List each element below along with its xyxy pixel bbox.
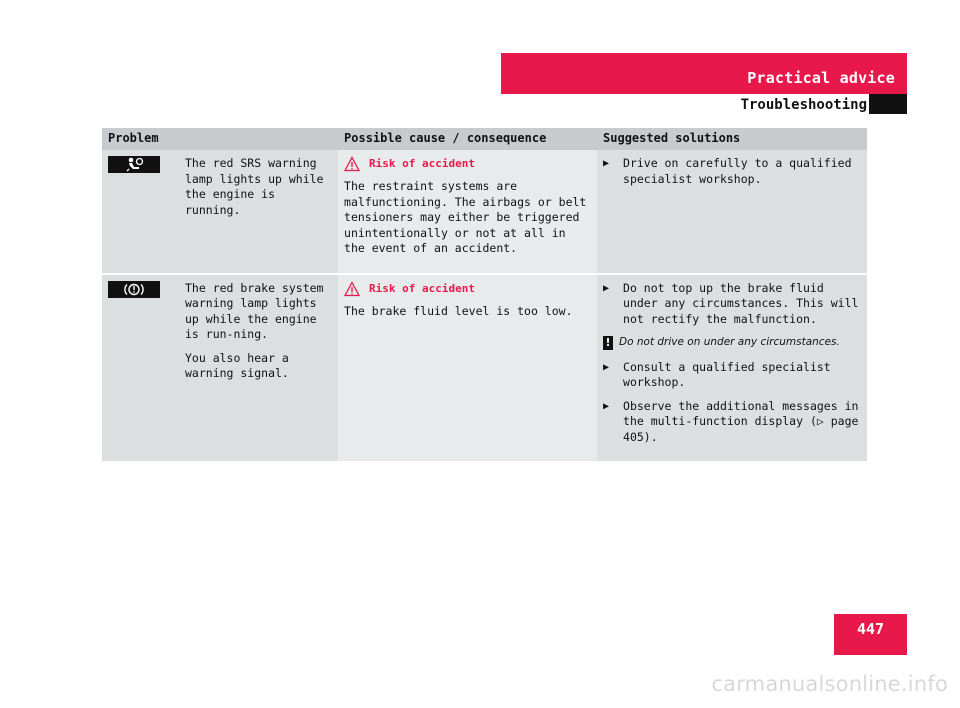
cause-text: The restraint systems are malfunctioning. The airbags or belt tensioners may either be triggered unintentionally or not at all in the event of an accident. bbox=[344, 179, 587, 255]
solution-text: Consult a qualified specialist workshop. bbox=[623, 359, 831, 389]
cause-text: The brake fluid level is too low. bbox=[344, 303, 573, 318]
step-arrow-icon: ▶ bbox=[603, 361, 610, 373]
problem-cell bbox=[179, 150, 338, 274]
subsection-marker bbox=[869, 94, 907, 114]
step-arrow-icon: ▶ bbox=[603, 282, 610, 294]
solution-step bbox=[603, 281, 861, 328]
table-header-row bbox=[102, 128, 867, 150]
warning-line bbox=[344, 156, 591, 172]
column-header-solutions: Suggested solutions bbox=[597, 128, 867, 150]
caution-note-text: Do not drive on under any circumstances. bbox=[619, 336, 840, 348]
section-header-band bbox=[501, 53, 907, 94]
column-header-problem: Problem bbox=[102, 128, 338, 150]
warning-label: Risk of accident bbox=[369, 281, 475, 295]
troubleshooting-table bbox=[102, 128, 867, 461]
solution-step bbox=[603, 360, 861, 391]
warning-triangle-icon bbox=[344, 156, 360, 172]
table-row bbox=[102, 274, 867, 462]
table-row bbox=[102, 150, 867, 274]
problem-icon-cell bbox=[102, 150, 179, 274]
solution-text: Drive on carefully to a qualified specialist workshop. bbox=[623, 156, 852, 186]
solutions-cell bbox=[597, 150, 867, 274]
cause-cell bbox=[338, 274, 597, 462]
page-number-box bbox=[834, 614, 907, 655]
problem-cell bbox=[179, 274, 338, 462]
warning-triangle-icon bbox=[344, 281, 360, 297]
warning-label: Risk of accident bbox=[369, 157, 475, 171]
brake-warning-icon bbox=[108, 281, 160, 298]
problem-text: The red brake system warning lamp lights up while the engine is run-ning. bbox=[185, 280, 324, 341]
column-header-cause: Possible cause / consequence bbox=[338, 128, 597, 150]
watermark: carmanualsonline.info bbox=[711, 672, 948, 696]
solutions-cell bbox=[597, 274, 867, 462]
step-arrow-icon: ▶ bbox=[603, 400, 610, 412]
section-title: Practical advice bbox=[747, 69, 895, 87]
solution-text: Do not top up the brake fluid under any circumstances. This will not rectify the malfunction. bbox=[623, 280, 859, 326]
page-number: 447 bbox=[856, 620, 885, 638]
cause-cell bbox=[338, 150, 597, 274]
problem-text: The red SRS warning lamp lights up while the engine is running. bbox=[185, 156, 324, 217]
exclamation-icon: ! bbox=[603, 336, 613, 350]
step-arrow-icon: ▶ bbox=[603, 158, 610, 169]
warning-line bbox=[344, 281, 591, 297]
problem-icon-cell bbox=[102, 274, 179, 462]
solution-step bbox=[603, 156, 861, 187]
subsection-title: Troubleshooting bbox=[740, 97, 867, 113]
solution-text: Observe the additional messages in the multi-function display (▷ page 405). bbox=[623, 398, 859, 444]
problem-text: You also hear a warning signal. bbox=[185, 350, 289, 380]
caution-note bbox=[603, 335, 861, 351]
srs-airbag-icon bbox=[108, 156, 160, 173]
solution-step bbox=[603, 399, 861, 446]
